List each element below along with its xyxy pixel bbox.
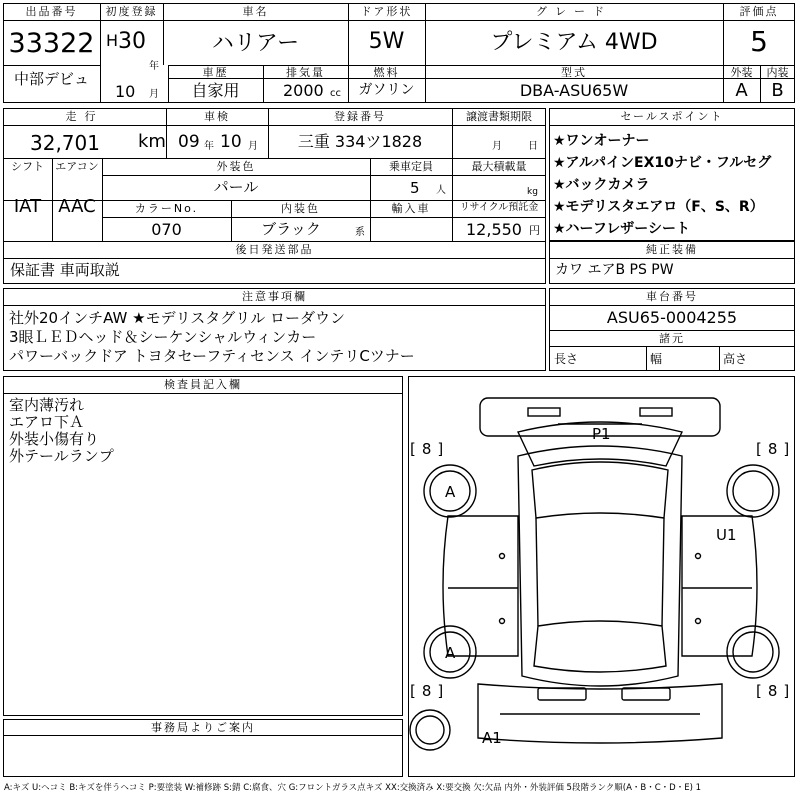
- score-label: 評価点: [739, 5, 779, 18]
- exterior-color-label: 外装色: [216, 160, 256, 173]
- inspection-month: 10: [220, 132, 242, 152]
- tire-tread-front-right: [ 8 ]: [756, 440, 790, 458]
- left-side-outline: [443, 516, 518, 656]
- fuel-label: 燃料: [373, 66, 400, 79]
- right-side-damage-mark: U1: [716, 526, 737, 544]
- lot-number-label: 出品番号: [25, 5, 78, 18]
- first-registration-label: 初度登録: [105, 5, 158, 18]
- fuel: ガソリン: [358, 82, 415, 98]
- height-label: 高さ: [723, 352, 748, 366]
- history: 自家用: [191, 81, 240, 100]
- chassis-number: ASU65-0004255: [606, 308, 738, 327]
- aircon-label: エアコン: [55, 160, 99, 173]
- inspection-label: 車検: [204, 110, 230, 123]
- standard-equipment: カワ エアB PS PW: [555, 262, 674, 278]
- displacement: 2000: [283, 81, 324, 100]
- capacity: 5: [410, 179, 420, 197]
- max-load-unit: kg: [527, 187, 538, 197]
- front-left-wheel-mark: A: [445, 483, 456, 501]
- sales-point-item: ★モデリスタエアロ（F、S、R）: [553, 199, 764, 215]
- interior-color: ブラック: [261, 220, 321, 238]
- inspector-note-1: 室内薄汚れ: [9, 396, 85, 414]
- recycle-fee-label: リサイクル預託金: [459, 202, 539, 213]
- history-label: 車歴: [202, 66, 229, 79]
- front-right-wheel-icon: [727, 465, 779, 517]
- door-type: 5W: [368, 29, 405, 54]
- recycle-fee-unit: 円: [529, 224, 540, 237]
- lot-number: 33322: [8, 28, 95, 59]
- interior-color-label: 内装色: [281, 202, 320, 215]
- standard-equipment-label: 純正装備: [646, 243, 698, 256]
- grade: プレミアム 4WD: [490, 30, 658, 55]
- inspector-label: 検査員記入欄: [164, 378, 242, 391]
- inspector-note-3: 外装小傷有り: [9, 430, 100, 448]
- displacement-unit: cc: [330, 88, 341, 99]
- car-damage-diagram: [408, 376, 795, 777]
- rear-left-wheel-mark: A: [445, 644, 456, 662]
- cabin-outline: [518, 446, 682, 686]
- max-load-label: 最大積載量: [471, 160, 527, 173]
- interior-color-unit: 系: [355, 227, 365, 238]
- plate-label: 登録番号: [334, 110, 386, 123]
- import-label: 輸入車: [391, 202, 431, 215]
- mileage-unit: km: [138, 131, 166, 152]
- shift: IAT: [13, 196, 42, 217]
- damage-code-legend: A:キズ U:ヘコミ B:キズを伴うヘコミ P:要塗装 W:補修跡 S:錆 C:腐食、穴 G:フロントガラス点キズ XX:交換済み X:要交換 欠:欠品 内外・外装評価 5段階ランク順(A・B・C・D・E) 1: [4, 783, 702, 793]
- interior-grade: B: [771, 80, 784, 101]
- sales-points-list: [553, 130, 793, 240]
- capacity-label: 乗車定員: [389, 160, 433, 173]
- inspector-note-2: エアロ下Ａ: [9, 413, 85, 431]
- dimensions-label: 諸元: [659, 332, 685, 345]
- capacity-unit: 人: [436, 185, 446, 196]
- tire-tread-rear-right: [ 8 ]: [756, 682, 790, 700]
- exterior-grade: A: [735, 80, 748, 101]
- exterior-color: パール: [213, 178, 259, 196]
- shift-label: シフト: [11, 160, 44, 173]
- model-code-label: 型式: [561, 66, 587, 79]
- grade-label: グレード: [536, 5, 612, 18]
- inspection-month-unit: 月: [248, 141, 258, 152]
- mileage-label: 走行: [65, 110, 104, 123]
- roof-damage-mark: P1: [592, 425, 611, 443]
- sales-point-item: ★ハーフレザーシート: [553, 221, 691, 237]
- caution-line-1: 社外20インチAW ★モデリスタグリル ローダウン: [9, 309, 346, 327]
- registration-year: 30: [118, 29, 146, 54]
- year-unit: 年: [149, 61, 159, 72]
- later-parts-label: 後日発送部品: [235, 243, 314, 256]
- model-code: DBA-ASU65W: [519, 81, 629, 100]
- sales-point-item: ★アルパインEX10ナビ・フルセグ: [553, 155, 772, 171]
- inspection-year-unit: 年: [204, 141, 214, 152]
- color-number: 070: [151, 220, 182, 239]
- transfer-day-unit: 日: [528, 141, 538, 152]
- tire-tread-rear-left: [ 8 ]: [410, 682, 444, 700]
- caution-line-2: 3眼ＬＥＤヘッド＆シーケンシャルウィンカー: [9, 328, 317, 346]
- registration-month: 10: [115, 82, 136, 101]
- office-notice-label: 事務局よりご案内: [151, 721, 255, 734]
- month-unit: 月: [149, 89, 159, 100]
- sales-point-item: ★バックカメラ: [553, 177, 650, 193]
- recycle-fee: 12,550: [466, 220, 522, 239]
- color-number-label: カラーNo.: [134, 202, 199, 215]
- caution-label: 注意事項欄: [242, 290, 307, 303]
- plate-number: 三重 334ツ1828: [297, 132, 423, 151]
- car-name: ハリアー: [211, 31, 300, 56]
- auction-venue: 中部デビュ: [13, 70, 89, 88]
- sales-point-item: ★ワンオーナー: [553, 133, 650, 149]
- exterior-grade-label: 外装: [730, 66, 753, 79]
- inspector-note-4: 外テールランプ: [9, 447, 114, 465]
- transfer-month-unit: 月: [492, 141, 502, 152]
- aircon: AAC: [58, 196, 96, 217]
- door-type-label: ドア形状: [360, 5, 413, 18]
- interior-grade-label: 内装: [766, 66, 789, 79]
- era-letter: H: [106, 31, 119, 50]
- displacement-label: 排気量: [286, 66, 325, 79]
- transfer-deadline-label: 譲渡書類期限: [466, 110, 532, 123]
- inspection-year: 09: [178, 132, 200, 152]
- tire-tread-front-left: [ 8 ]: [410, 440, 444, 458]
- width-label: 幅: [650, 352, 663, 366]
- sales-points-label: セールスポイント: [620, 110, 724, 123]
- car-name-label: 車名: [242, 5, 269, 18]
- length-label: 長さ: [554, 352, 579, 366]
- overall-score: 5: [750, 25, 768, 58]
- caution-line-3: パワーバックドア トヨタセーフティセンス インテリCツナー: [9, 347, 415, 365]
- rear-bumper-damage-mark: A1: [482, 729, 502, 747]
- later-parts: 保証書 車両取説: [10, 261, 120, 279]
- chassis-number-label: 車台番号: [646, 290, 698, 303]
- mileage: 32,701: [30, 131, 100, 155]
